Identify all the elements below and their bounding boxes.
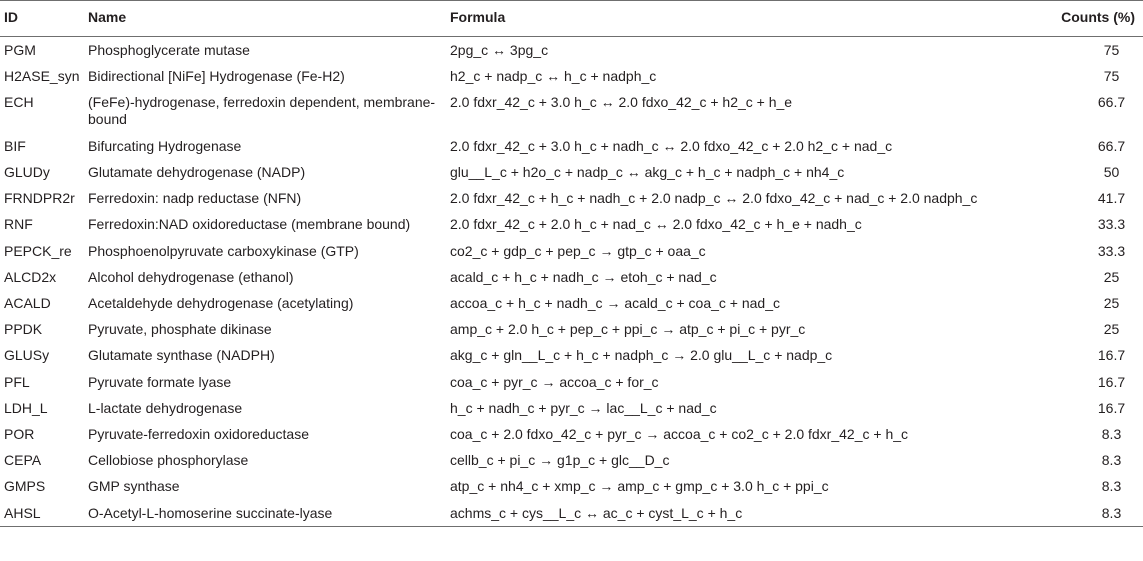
cell-name: L-lactate dehydrogenase — [88, 399, 243, 416]
cell-count: 25 — [1103, 295, 1120, 311]
cell-id: ALCD2x — [4, 268, 57, 285]
cell-count: 16.7 — [1097, 373, 1126, 390]
header-row — [0, 1, 1143, 37]
cell-formula: coa_c + pyr_c → accoa_c + for_c — [450, 373, 659, 390]
cell-id: CEPA — [4, 452, 42, 469]
cell-name: Phosphoenolpyruvate carboxykinase (GTP) — [88, 242, 359, 259]
cell-name: Pyruvate, phosphate dikinase — [88, 321, 272, 338]
cell-id: GLUDy — [4, 164, 50, 181]
cell-id: GLUSy — [4, 347, 50, 364]
cell-count: 33.3 — [1097, 216, 1126, 233]
cell-id: LDH_L — [4, 399, 48, 416]
cell-formula: 2pg_c ↔ 3pg_c — [450, 42, 549, 58]
cell-id: BIF — [4, 137, 26, 154]
table-row — [0, 185, 1143, 211]
cell-name: Acetaldehyde dehydrogenase (acetylating) — [88, 295, 354, 311]
cell-name: GMP synthase — [88, 478, 180, 495]
table-header — [0, 1, 1143, 37]
table-row — [0, 500, 1143, 527]
table-row — [0, 395, 1143, 421]
cell-count: 50 — [1103, 164, 1120, 181]
table-row — [0, 211, 1143, 237]
cell-formula: co2_c + gdp_c + pep_c → gtp_c + oaa_c — [450, 242, 706, 259]
cell-count: 75 — [1103, 67, 1120, 84]
cell-formula: 2.0 fdxr_42_c + 3.0 h_c ↔ 2.0 fdxo_42_c + h2_c + h_e — [450, 93, 793, 110]
cell-count: 8.3 — [1101, 504, 1122, 521]
cell-count: 66.7 — [1097, 137, 1126, 154]
table-row — [0, 369, 1143, 395]
cell-id: ACALD — [4, 295, 51, 311]
cell-count: 66.7 — [1097, 93, 1126, 110]
cell-id: PFL — [4, 373, 30, 390]
table-row — [0, 238, 1143, 264]
cell-name: (FeFe)-hydrogenase, ferredoxin dependent, membrane-bound — [88, 93, 436, 127]
header-formula: Formula — [450, 9, 506, 25]
cell-id: RNF — [4, 216, 33, 233]
cell-count: 8.3 — [1101, 425, 1122, 442]
cell-formula: amp_c + 2.0 h_c + pep_c + ppi_c → atp_c + pi_c + pyr_c — [450, 321, 806, 338]
cell-count: 16.7 — [1097, 347, 1126, 364]
cell-formula: acald_c + h_c + nadh_c → etoh_c + nad_c — [450, 268, 717, 285]
cell-formula: atp_c + nh4_c + xmp_c → amp_c + gmp_c + 3.0 h_c + ppi_c — [450, 478, 829, 495]
cell-formula: h2_c + nadp_c ↔ h_c + nadph_c — [450, 67, 657, 84]
cell-count: 8.3 — [1101, 478, 1122, 495]
cell-count: 8.3 — [1101, 452, 1122, 469]
cell-name: Phosphoglycerate mutase — [88, 42, 250, 58]
cell-name: Pyruvate formate lyase — [88, 373, 232, 390]
cell-name: Pyruvate-ferredoxin oxidoreductase — [88, 425, 310, 442]
cell-id: PGM — [4, 42, 36, 58]
cell-id: H2ASE_syn — [4, 67, 80, 84]
cell-id: PEPCK_re — [4, 242, 72, 259]
table-row — [0, 447, 1143, 473]
cell-count: 75 — [1103, 42, 1120, 58]
cell-name: Bifurcating Hydrogenase — [88, 137, 242, 154]
cell-name: Ferredoxin:NAD oxidoreductase (membrane bound) — [88, 216, 411, 233]
table-row — [0, 290, 1143, 316]
table-row — [0, 63, 1143, 89]
cell-name: Ferredoxin: nadp reductase (NFN) — [88, 190, 302, 207]
cell-id: PPDK — [4, 321, 43, 338]
table-row — [0, 342, 1143, 368]
cell-id: AHSL — [4, 504, 41, 521]
cell-formula: 2.0 fdxr_42_c + 2.0 h_c + nad_c ↔ 2.0 fdxo_42_c + h_e + nadh_c — [450, 216, 862, 233]
table-row — [0, 316, 1143, 342]
header-counts: Counts (%) — [1061, 9, 1135, 25]
table-row — [0, 37, 1143, 63]
cell-formula: achms_c + cys__L_c ↔ ac_c + cyst_L_c + h_c — [450, 504, 743, 521]
cell-name: Alcohol dehydrogenase (ethanol) — [88, 268, 294, 285]
cell-count: 33.3 — [1097, 242, 1126, 259]
cell-count: 25 — [1103, 268, 1120, 285]
cell-formula: akg_c + gln__L_c + h_c + nadph_c → 2.0 glu__L_c + nadp_c — [450, 347, 833, 364]
cell-id: FRNDPR2r — [4, 190, 75, 207]
cell-name: Glutamate dehydrogenase (NADP) — [88, 164, 306, 181]
header-id: ID — [4, 9, 18, 25]
cell-name: Glutamate synthase (NADPH) — [88, 347, 275, 364]
cell-name: Bidirectional [NiFe] Hydrogenase (Fe-H2) — [88, 67, 345, 84]
table-row — [0, 89, 1143, 133]
table-body — [0, 37, 1143, 527]
cell-id: POR — [4, 425, 35, 442]
cell-formula: accoa_c + h_c + nadh_c → acald_c + coa_c + nad_c — [450, 295, 781, 311]
cell-name: Cellobiose phosphorylase — [88, 452, 249, 469]
table-row — [0, 421, 1143, 447]
cell-count: 16.7 — [1097, 399, 1126, 416]
cell-name: O-Acetyl-L-homoserine succinate-lyase — [88, 504, 333, 521]
cell-count: 25 — [1103, 321, 1120, 338]
header-name: Name — [88, 9, 127, 25]
cell-formula: glu__L_c + h2o_c + nadp_c ↔ akg_c + h_c + nadph_c + nh4_c — [450, 164, 845, 181]
cell-count: 41.7 — [1097, 190, 1126, 207]
cell-formula: 2.0 fdxr_42_c + 3.0 h_c + nadh_c ↔ 2.0 fdxo_42_c + 2.0 h2_c + nad_c — [450, 137, 893, 154]
table-row — [0, 133, 1143, 159]
cell-formula: h_c + nadh_c + pyr_c → lac__L_c + nad_c — [450, 399, 717, 416]
table-row — [0, 159, 1143, 185]
table-row — [0, 473, 1143, 499]
cell-formula: 2.0 fdxr_42_c + h_c + nadh_c + 2.0 nadp_c ↔ 2.0 fdxo_42_c + nad_c + 2.0 nadph_c — [450, 190, 978, 207]
cell-formula: cellb_c + pi_c → g1p_c + glc__D_c — [450, 452, 670, 469]
cell-id: ECH — [4, 93, 34, 110]
table-row — [0, 264, 1143, 290]
cell-formula: coa_c + 2.0 fdxo_42_c + pyr_c → accoa_c + co2_c + 2.0 fdxr_42_c + h_c — [450, 425, 909, 442]
cell-id: GMPS — [4, 478, 46, 495]
